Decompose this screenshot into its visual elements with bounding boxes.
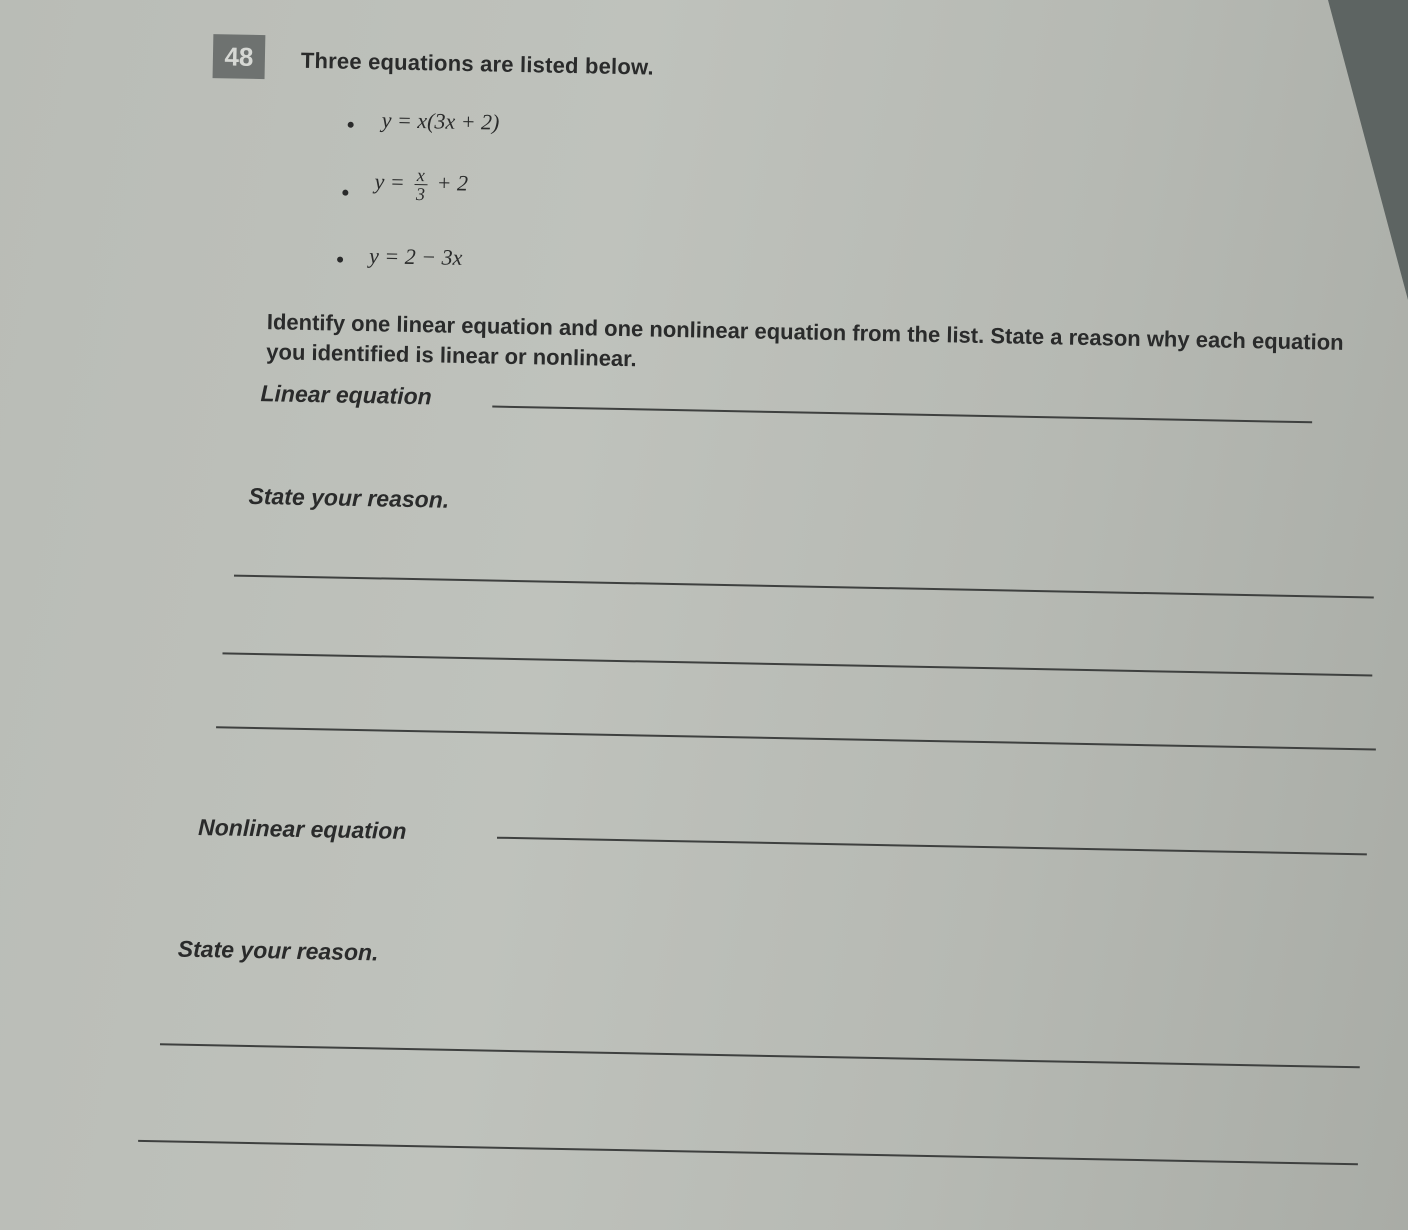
nonlinear-reason-line-2[interactable]	[138, 1140, 1358, 1165]
equation-2	[374, 165, 468, 204]
bullet-icon	[348, 122, 354, 128]
linear-reason-line-2[interactable]	[222, 652, 1372, 676]
linear-reason-label: State your reason.	[248, 482, 450, 513]
instructions-text: Identify one linear equation and one nonlinear equation from the list. State a reason why each equation you identified is linear or nonlinear.	[266, 309, 1344, 372]
linear-reason-line-1[interactable]	[234, 575, 1374, 599]
equation-2-suffix: + 2	[430, 169, 469, 196]
equation-3: y = 2 − 3x	[368, 243, 463, 270]
equation-2-denominator: 3	[415, 184, 426, 205]
linear-reason-line-3[interactable]	[216, 726, 1376, 750]
question-number: 48	[213, 34, 266, 79]
equation-2-fraction	[414, 166, 428, 203]
nonlinear-equation-label: Nonlinear equation	[197, 813, 407, 844]
linear-equation-label: Linear equation	[260, 380, 432, 410]
equation-1: y = x(3x + 2)	[381, 107, 500, 135]
bullet-icon	[342, 190, 348, 196]
linear-equation-answer-line[interactable]	[492, 406, 1312, 424]
bullet-icon	[337, 257, 343, 263]
equation-2-numerator: x	[414, 166, 427, 185]
nonlinear-equation-answer-line[interactable]	[497, 837, 1367, 856]
nonlinear-reason-line-1[interactable]	[160, 1043, 1360, 1068]
nonlinear-reason-label: State your reason.	[177, 935, 379, 966]
equation-2-prefix: y =	[374, 168, 411, 195]
question-stem: Three equations are listed below.	[300, 47, 655, 80]
